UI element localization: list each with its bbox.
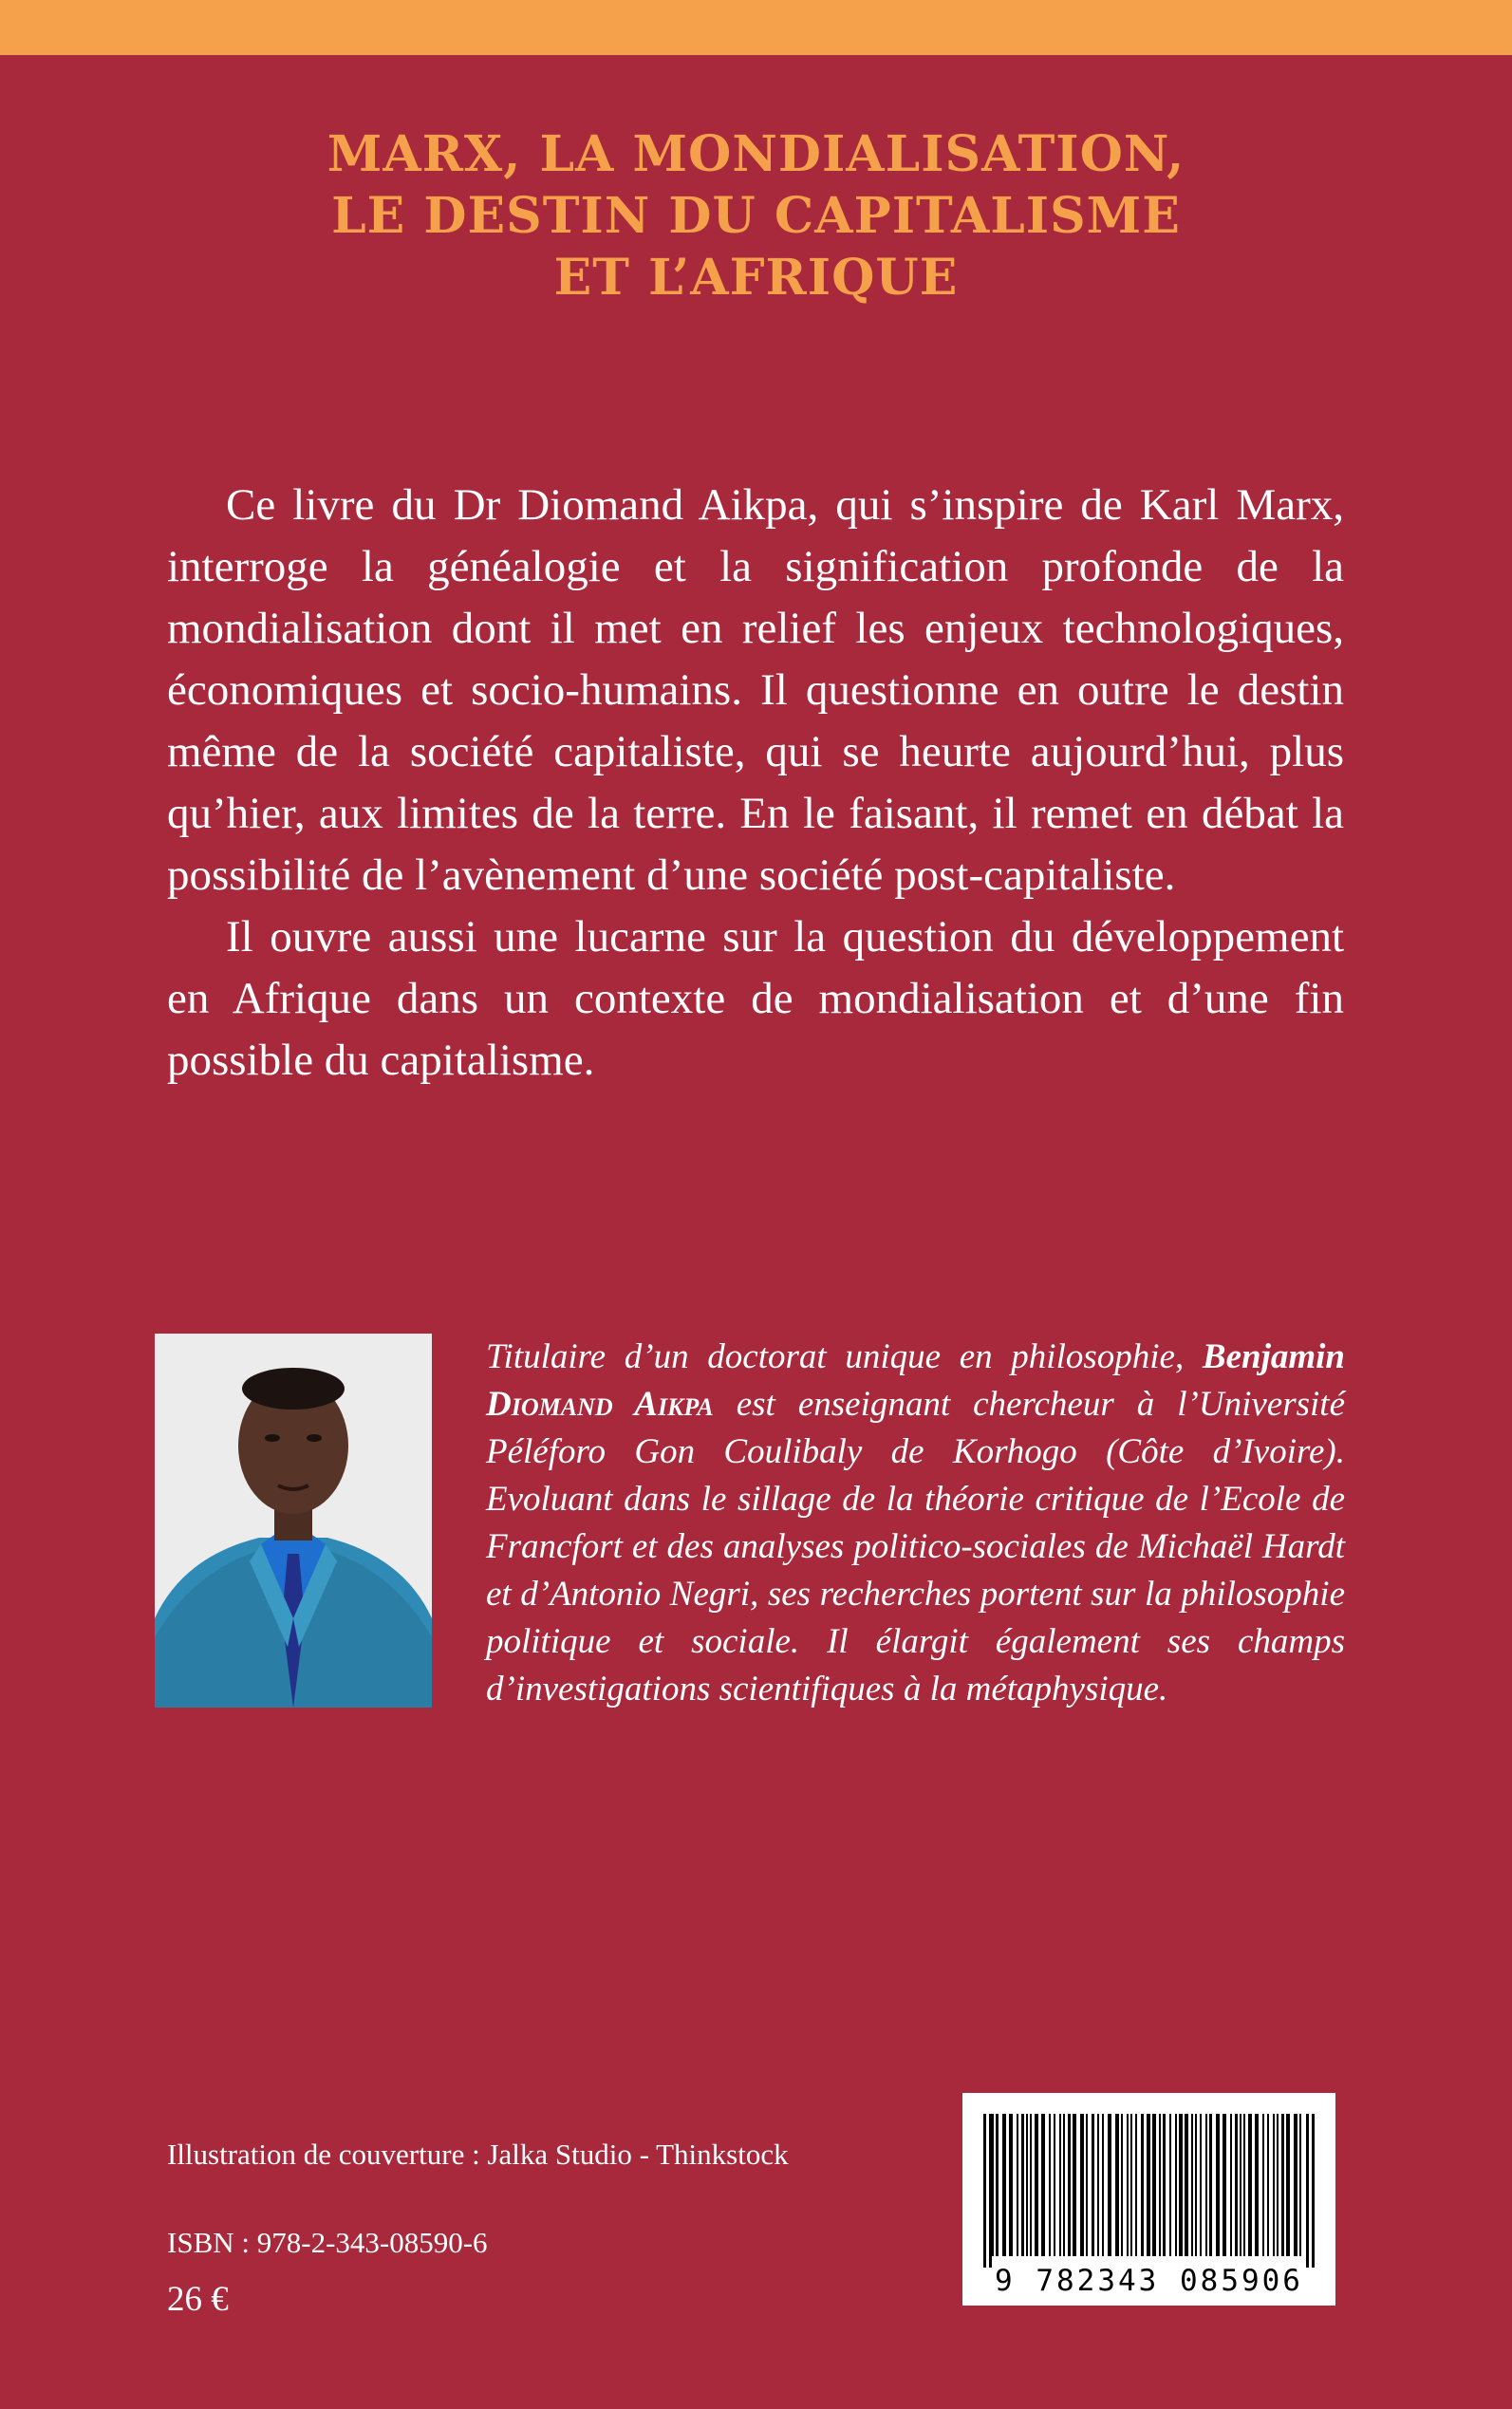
barcode-bar xyxy=(1163,2114,1166,2256)
barcode-bar xyxy=(1185,2114,1188,2256)
barcode-bar xyxy=(1063,2114,1065,2256)
barcode-bar xyxy=(1092,2114,1094,2256)
price: 26 € xyxy=(167,2280,229,2319)
barcode-bar xyxy=(1216,2114,1220,2256)
barcode-bar xyxy=(1277,2114,1279,2256)
barcode-bar xyxy=(1009,2114,1013,2256)
author-portrait-image xyxy=(155,1334,432,1708)
barcode-bar xyxy=(1223,2114,1226,2256)
barcode-bar xyxy=(1054,2114,1055,2256)
title-line-3: ET L’AFRIQUE xyxy=(553,249,959,307)
barcode-bar xyxy=(1273,2114,1275,2256)
barcode-bar xyxy=(1059,2114,1061,2256)
barcode-bar xyxy=(996,2114,999,2256)
barcode-bar xyxy=(1209,2114,1212,2256)
barcode-bar xyxy=(1127,2114,1129,2256)
barcode-bar xyxy=(1200,2114,1202,2256)
barcode-bar xyxy=(1255,2114,1259,2256)
barcode-bar xyxy=(1267,2114,1269,2256)
barcode xyxy=(962,2093,1335,2306)
isbn: ISBN : 978-2-343-08590-6 xyxy=(167,2226,488,2259)
bio-rest: est enseignant chercheur à l’Université Péléforo Gon Coulibaly de Korhogo (Côte d’Ivoire). Evoluant dans le sillage de la théorie critique de l’Ecole de Francfort et des analyses politico-sociales de Michaël Hardt et d’Antonio Negri, ses recherches portent sur la philosophie politique et sociale. Il élargit également ses champs d’investigations scientifiques à la métaphysique. xyxy=(486,1385,1345,1709)
barcode-bar xyxy=(1086,2114,1088,2256)
barcode-digits: 9 782343 085906 xyxy=(995,2264,1303,2298)
barcode-bar xyxy=(1281,2114,1284,2256)
barcode-bar xyxy=(1026,2114,1028,2256)
barcode-bar xyxy=(983,2114,986,2268)
title-line-2: LE DESTIN DU CAPITALISME xyxy=(331,187,1181,245)
top-accent-band xyxy=(0,0,1512,55)
barcode-bar xyxy=(1021,2114,1024,2256)
barcode-bar xyxy=(1294,2114,1297,2256)
barcode-bar xyxy=(989,2114,992,2268)
barcode-bar xyxy=(1130,2114,1132,2256)
barcode-bar xyxy=(1299,2114,1301,2256)
blurb-paragraph-2: Il ouvre aussi une lucarne sur la question du développement en Afrique dans un contexte de mondialisation et d’une fin possible du capitalisme. xyxy=(167,912,1344,1085)
barcode-bar xyxy=(1080,2114,1084,2256)
barcode-bar xyxy=(1230,2114,1232,2256)
barcode-bar xyxy=(1175,2114,1177,2256)
barcode-bar xyxy=(1169,2114,1171,2256)
barcode-bar xyxy=(1073,2114,1076,2256)
barcode-bar xyxy=(1017,2114,1018,2256)
barcode-bar xyxy=(1312,2114,1315,2268)
cover-illustration-credit: Illustration de couverture : Jalka Studio - Thinkstock xyxy=(167,2138,789,2171)
barcode-bar xyxy=(1248,2114,1252,2256)
barcode-bar xyxy=(1135,2114,1137,2256)
barcode-bar xyxy=(1141,2114,1144,2256)
barcode-bar xyxy=(1041,2114,1045,2256)
barcode-bar xyxy=(1147,2114,1150,2256)
barcode-bar xyxy=(1235,2114,1238,2256)
barcode-bar xyxy=(1097,2114,1099,2256)
barcode-bar xyxy=(1195,2114,1197,2256)
barcode-bar xyxy=(1115,2114,1119,2256)
barcode-bar xyxy=(1068,2114,1071,2256)
author-biography xyxy=(486,1334,1345,1713)
barcode-bar xyxy=(1262,2114,1264,2256)
barcode-bar xyxy=(1159,2114,1161,2256)
barcode-bar xyxy=(1002,2114,1006,2256)
barcode-bar xyxy=(1152,2114,1156,2256)
author-first-name: Benjamin xyxy=(1202,1337,1345,1376)
back-cover-blurb xyxy=(167,475,1344,1092)
barcode-bar xyxy=(1191,2114,1193,2256)
barcode-bar xyxy=(1102,2114,1104,2256)
barcode-bar xyxy=(1306,2114,1309,2268)
barcode-bar xyxy=(1286,2114,1290,2256)
title-line-1: MARX, LA MONDIALISATION, xyxy=(327,125,1185,183)
blurb-paragraph-1: Ce livre du Dr Diomand Aikpa, qui s’inspire de Karl Marx, interroge la généalogie et la signification profonde de la mondialisation dont il met en relief les enjeux technologiques, économiques et socio-humains. Il questionne en outre le destin même de la société capitaliste, qui se heurte aujourd’hui, plus qu’hier, aux limites de la terre. En le faisant, il remet en débat la possibilité de l’avènement d’une société post-capitaliste. xyxy=(167,480,1344,900)
barcode-bar xyxy=(1243,2114,1245,2256)
barcode-bar xyxy=(1121,2114,1123,2256)
book-title xyxy=(0,123,1512,308)
barcode-bar xyxy=(1030,2114,1032,2256)
author-last-name: Diomand Aikpa xyxy=(486,1385,714,1424)
bio-intro: Titulaire d’un doctorat unique en philosophie, xyxy=(486,1337,1203,1376)
barcode-bar xyxy=(992,2114,994,2256)
barcode-bar xyxy=(1049,2114,1051,2256)
barcode-bar xyxy=(1205,2114,1207,2256)
barcode-bar xyxy=(1240,2114,1241,2256)
author-photo xyxy=(155,1334,432,1708)
barcode-bar xyxy=(1179,2114,1183,2256)
barcode-bar xyxy=(1108,2114,1111,2256)
barcode-bar xyxy=(1035,2114,1038,2256)
